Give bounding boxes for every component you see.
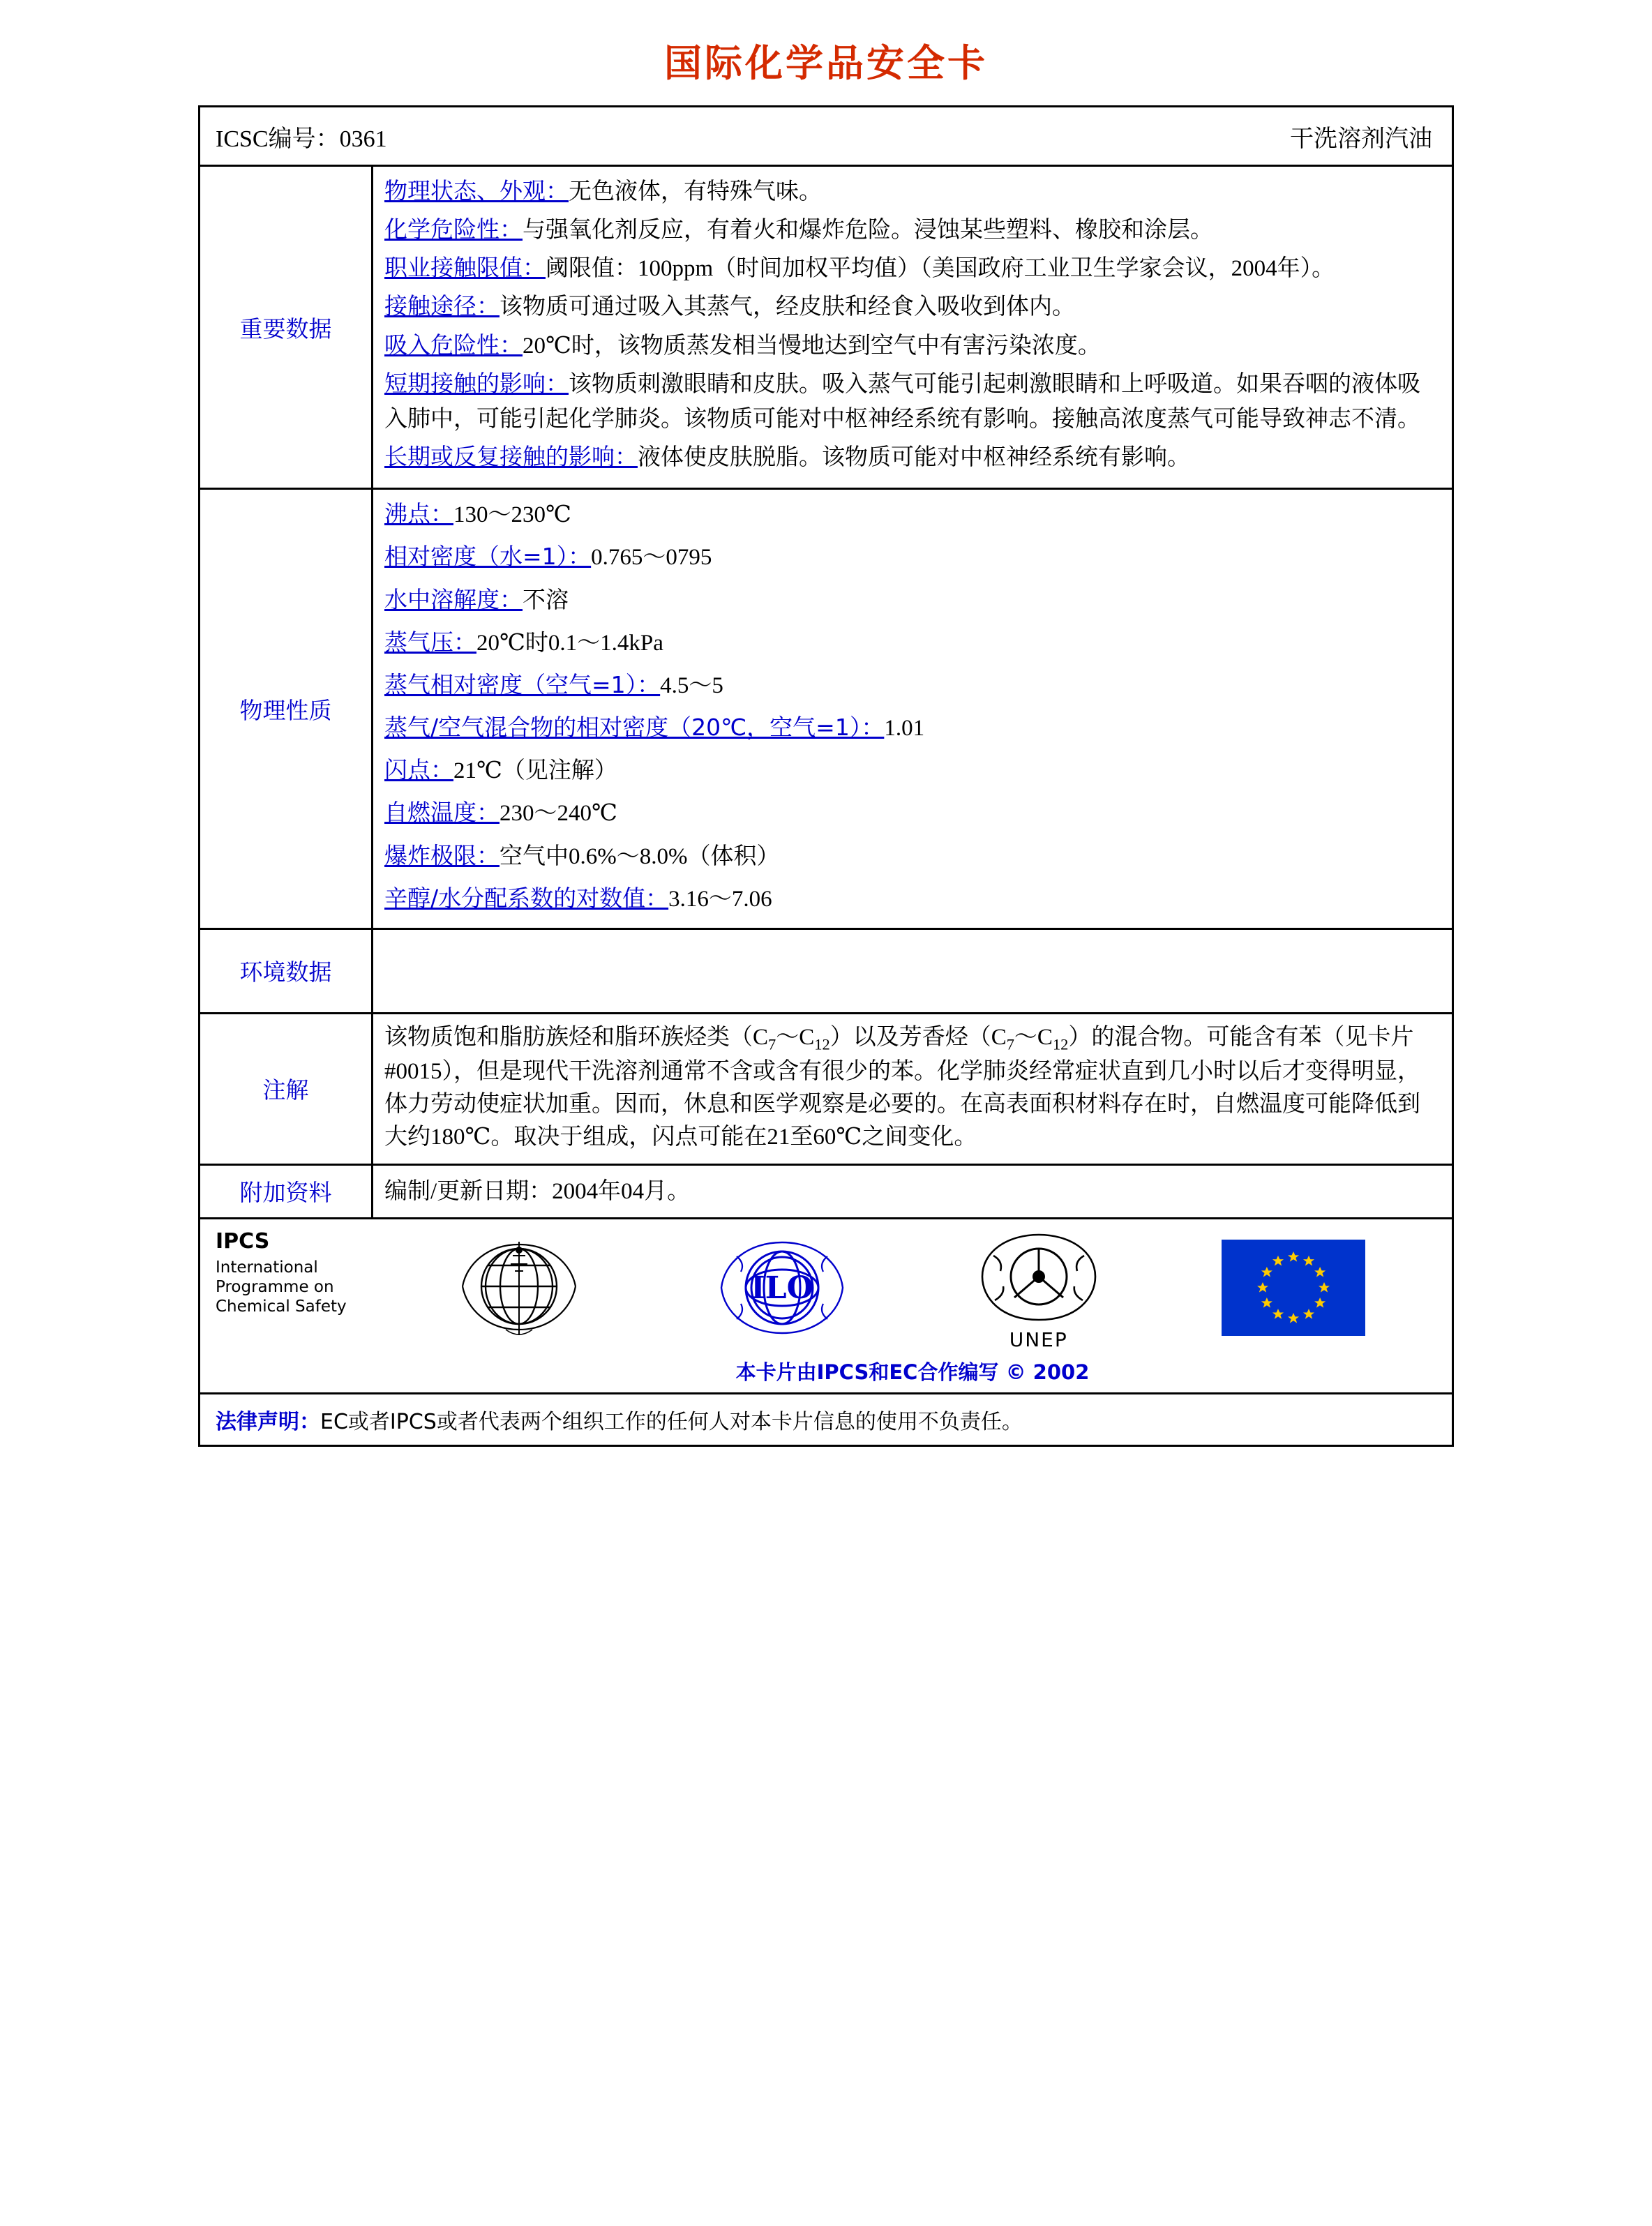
footer-logos-row [200,1219,1452,1394]
property-key: 相对密度（水=1）： [384,543,592,571]
section-important-data [200,167,1452,490]
property-item [384,881,1441,917]
item-value: 20℃时，该物质蒸发相当慢地达到空气中有害污染浓度。 [523,333,1101,359]
item-key: 长期或反复接触的影响： [384,443,638,471]
section-notes [200,1014,1452,1166]
label-important-data: 重要数据 [200,167,373,488]
content-additional-info: 编制/更新日期：2004年04月。 [384,1178,691,1204]
property-key: 辛醇/水分配系数的对数值： [384,884,669,912]
important-data-item [384,250,1441,286]
property-value: 20℃时0.1～1.4kPa [476,630,663,656]
notes-sub4: 12 [1052,1035,1069,1053]
item-value: 与强氧化剂反应，有着火和爆炸危险。浸蚀某些塑料、橡胶和涂层。 [523,218,1213,243]
item-key: 短期接触的影响： [384,369,569,397]
property-key: 闪点： [384,756,453,784]
section-physical-properties [200,490,1452,930]
important-data-item [384,289,1441,324]
property-item [384,838,1441,874]
item-value: 该物质刺激眼睛和皮肤。吸入蒸气可能引起刺激眼睛和上呼吸道。如果吞咽的液体吸入肺中，可能引起化学肺炎。该物质可能对中枢神经系统有影响。接触高浓度蒸气可能导致神志不清。 [384,371,1420,432]
section-environmental-data [200,930,1452,1014]
important-data-item [384,212,1441,248]
ipcs-fullname-line2: Programme on [216,1278,334,1297]
notes-part4: ～C [1014,1024,1053,1050]
property-value: 不溶 [523,587,569,613]
important-data-item [384,366,1441,437]
content-physical-properties [373,490,1452,928]
substance-name: 干洗溶剂汽油 [1290,126,1432,152]
property-item [384,497,1441,532]
label-environmental-data: 环境数据 [200,930,373,1012]
logos-main [373,1219,1452,1392]
notes-part3: ）以及芳香烃（C [829,1024,1007,1050]
content-environmental-data [373,930,1452,1012]
property-value: 0.765～0795 [591,545,712,571]
ipcs-fullname-line1: International [216,1258,318,1277]
notes-text [384,1021,1441,1154]
property-key: 蒸气相对密度（空气=1）： [384,670,661,698]
property-item [384,668,1441,703]
item-key: 职业接触限值： [384,254,546,282]
icsc-card [198,105,1454,1447]
item-key: 物理状态、外观： [384,177,569,204]
unep-logo-icon [973,1228,1105,1351]
item-value: 阈限值：100ppm（时间加权平均值）（美国政府工业卫生学家会议，2004年）。 [546,256,1335,282]
notes-part1: 该物质饱和脂肪族烃和脂环族烃类（C [384,1024,769,1050]
ipcs-wordmark [200,1219,373,1392]
property-value: 21℃（见注解） [453,758,617,784]
notes-part5: ）的混合物。可能含有苯（见卡片#0015），但是现代干洗溶剂通常不含或含有很少的苯。化学肺炎经常症状直到几小时以后才变得明显，体力劳动使症状加重。因而，休息和医学观察是必要的。在高表面积材料存在时，自燃温度可能降低到大约180℃。取决于组成，闪点可能在21至60℃之间变化。 [384,1024,1420,1150]
notes-sub3: 7 [1006,1035,1014,1053]
card-header [200,107,1452,167]
item-value: 无色液体，有特殊气味。 [569,179,822,204]
item-value: 液体使皮肤脱脂。该物质可能对中枢神经系统有影响。 [638,445,1190,471]
property-item [384,582,1441,618]
svg-text:ILO: ILO [751,1270,814,1306]
legal-label: 法律声明： [216,1410,320,1434]
item-key: 接触途径： [384,292,500,320]
eu-flag-icon [1222,1240,1365,1339]
item-key: 化学危险性： [384,216,523,243]
item-value: 该物质可通过吸入其蒸气，经皮肤和经食入吸收到体内。 [500,294,1075,320]
important-data-item [384,328,1441,363]
logos-icons [373,1219,1452,1354]
property-key: 爆炸极限： [384,841,500,869]
icsc-number-block [200,119,1290,153]
legal-notice [200,1394,1452,1445]
section-additional-info [200,1166,1452,1219]
icsc-number-label: ICSC编号： [216,126,340,152]
label-notes: 注解 [200,1014,373,1164]
important-data-item [384,174,1441,209]
ipcs-fullname-line3: Chemical Safety [216,1298,347,1316]
property-item [384,753,1441,788]
important-data-item [384,439,1441,475]
unep-label: UNEP [1009,1328,1068,1351]
property-key: 自燃温度： [384,799,500,827]
notes-part2: ～C [776,1024,815,1050]
who-logo-icon [446,1225,592,1354]
property-item [384,625,1441,661]
property-item [384,795,1441,831]
legal-text: EC或者IPCS或者代表两个组织工作的任何人对本卡片信息的使用不负责任。 [320,1410,1023,1434]
property-value: 4.5～5 [660,672,723,698]
content-important-data [373,167,1452,488]
page-title: 国际化学品安全卡 [664,41,988,85]
property-value: 130～230℃ [453,502,571,528]
property-value: 1.01 [884,716,925,742]
property-item [384,710,1441,746]
property-key: 蒸气/空气混合物的相对密度（20℃，空气=1）： [384,714,885,742]
notes-sub2: 12 [814,1035,830,1053]
notes-sub1: 7 [768,1035,776,1053]
property-key: 蒸气压： [384,628,476,656]
item-key: 吸入危险性： [384,331,523,359]
ilo-logo-icon [709,1228,855,1351]
property-item [384,539,1441,575]
icsc-number-value: 0361 [339,126,387,152]
content-notes [373,1014,1452,1164]
ipcs-abbr: IPCS [216,1229,270,1254]
ipcs-fullname [216,1258,366,1316]
property-value: 3.16～7.06 [668,886,772,912]
label-additional-info: 附加资料 [200,1166,373,1217]
property-value: 空气中0.6%～8.0%（体积） [500,843,780,869]
label-physical-properties: 物理性质 [200,490,373,928]
property-value: 230～240℃ [500,801,617,827]
property-key: 沸点： [384,500,453,528]
credit-line: 本卡片由IPCS和EC合作编写 © 2002 [735,1360,1090,1384]
property-key: 水中溶解度： [384,585,523,613]
